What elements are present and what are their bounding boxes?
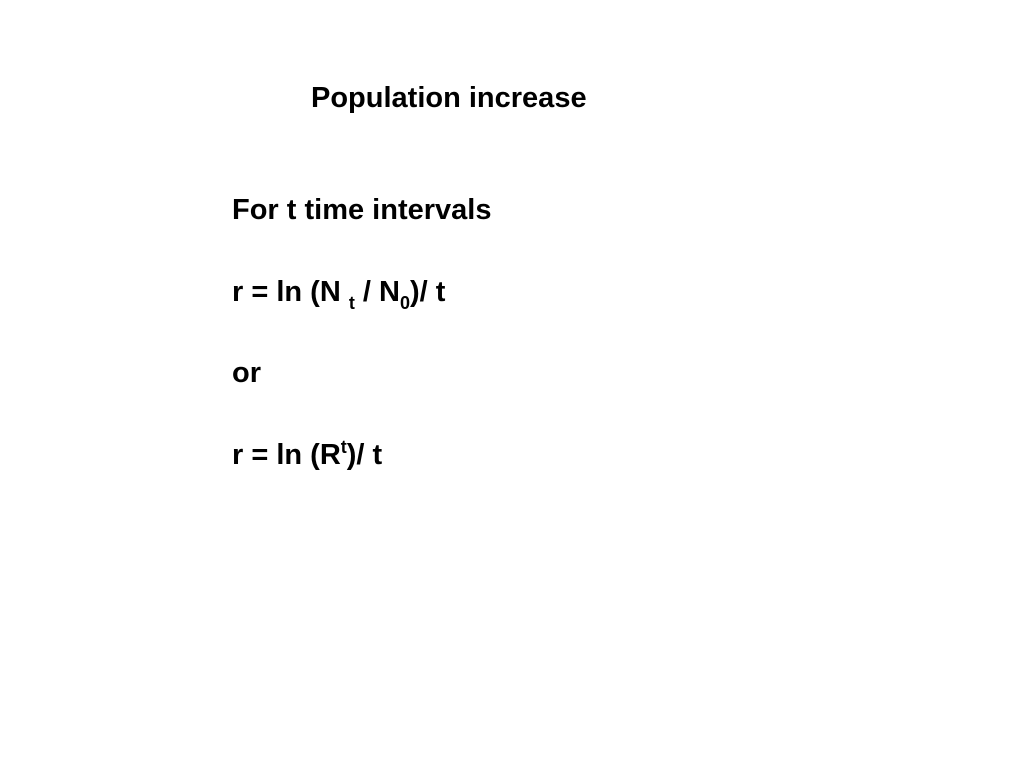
formula-growth-rate-n — [232, 274, 445, 313]
or-text: or — [232, 357, 261, 389]
formula1-subscript-0: 0 — [399, 293, 410, 313]
slide-title: Population increase — [311, 82, 587, 114]
formula2-superscript-t: t — [340, 437, 347, 457]
formula1-middle: / N — [362, 276, 400, 308]
formula1-subscript-t: t — [348, 293, 355, 313]
formula2-prefix: r = ln (R — [232, 439, 341, 471]
time-intervals-text: For t time intervals — [232, 194, 492, 226]
formula1-prefix: r = ln (N — [232, 276, 341, 308]
formula2-suffix: )/ t — [346, 439, 383, 471]
formula-growth-rate-r — [232, 437, 382, 476]
formula1-suffix: )/ t — [409, 276, 446, 308]
